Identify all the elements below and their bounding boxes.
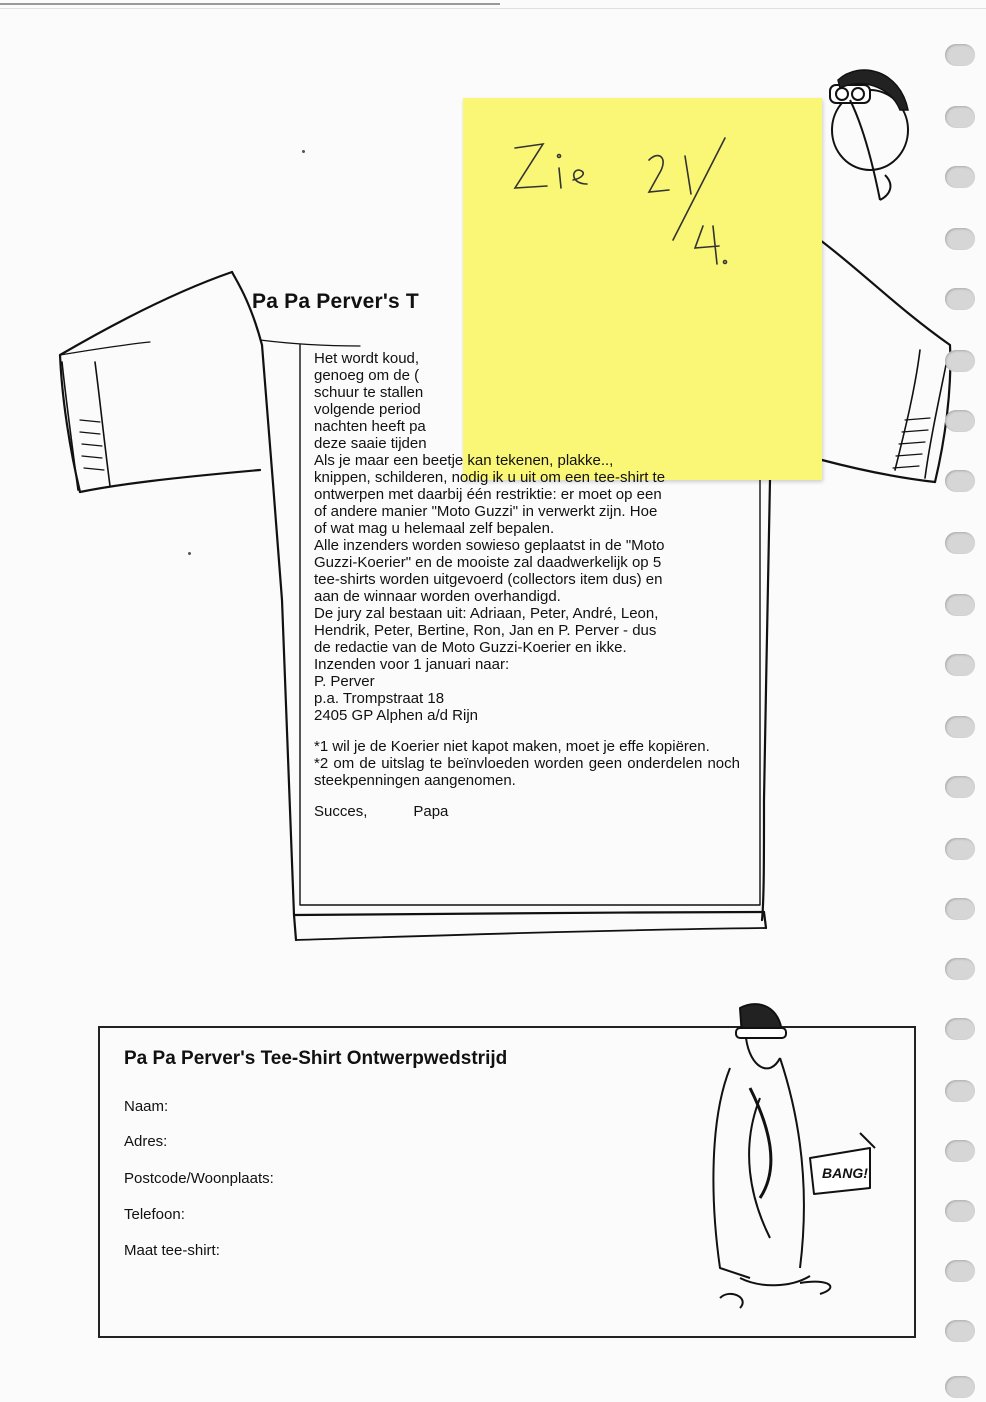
shirt-paragraph: of andere manier "Moto Guzzi" in verwerkt zijn. Hoe	[314, 503, 658, 520]
speck	[188, 552, 191, 555]
binder-hole	[945, 288, 975, 310]
shirt-paragraph: ontwerpen met daarbij één restriktie: er moet op een	[314, 486, 662, 503]
shirt-paragraph: Hendrik, Peter, Bertine, Ron, Jan en P. Perver - dus	[314, 622, 657, 639]
binder-hole	[945, 898, 975, 920]
shirt-paragraph: aan de winnaar worden overhandigd.	[314, 588, 561, 605]
binder-hole	[945, 776, 975, 798]
binder-hole	[945, 532, 975, 554]
shirt-paragraph: Guzzi-Koerier" en de mooiste zal daadwerkelijk op 5	[314, 554, 662, 571]
shirt-paragraph: Als je maar een beetje kan tekenen, plakke..,	[314, 452, 614, 469]
shirt-body-text	[314, 350, 740, 820]
shirt-paragraph: Inzenden voor 1 januari naar:	[314, 656, 510, 673]
shirt-paragraph: Alle inzenders worden sowieso geplaatst in de "Moto	[314, 537, 665, 554]
shirt-paragraph: volgende period	[314, 401, 421, 418]
shirt-paragraph: schuur te stallen	[314, 384, 424, 401]
shirt-paragraph: of wat mag u helemaal zelf bepalen.	[314, 520, 555, 537]
binder-hole	[945, 654, 975, 676]
binder-hole	[945, 1320, 975, 1342]
sign-off: Succes,	[314, 803, 368, 820]
name-field-label: Naam:	[124, 1098, 169, 1115]
binder-hole	[945, 350, 975, 372]
binder-hole	[945, 44, 975, 66]
shirt-paragraph: De jury zal bestaan uit: Adriaan, Peter, André, Leon,	[314, 605, 659, 622]
footnote: *1 wil je de Koerier niet kapot maken, moet je effe kopiëren.	[314, 738, 710, 755]
binder-hole	[945, 1140, 975, 1162]
footnote: *2 om de uitslag te beïnvloeden worden geen onderdelen noch steekpenningen aangenomen.	[314, 755, 740, 789]
binder-hole	[945, 1200, 975, 1222]
shirt-paragraph: deze saaie tijden	[314, 435, 427, 452]
cartoon-figure	[680, 998, 920, 1318]
postcode-field-label: Postcode/Woonplaats:	[124, 1170, 274, 1187]
binder-hole	[945, 228, 975, 250]
shirt-paragraph: Het wordt koud,	[314, 350, 420, 367]
binder-hole	[945, 106, 975, 128]
address-line: 2405 GP Alphen a/d Rijn	[314, 707, 479, 724]
binder-hole	[945, 470, 975, 492]
shirt-size-field-label: Maat tee-shirt:	[124, 1242, 220, 1259]
shirt-paragraph: de redactie van de Moto Guzzi-Koerier en ikke.	[314, 639, 627, 656]
binder-hole	[945, 838, 975, 860]
signature: Papa	[413, 803, 449, 820]
phone-field-label: Telefoon:	[124, 1206, 185, 1223]
binder-hole	[945, 716, 975, 738]
sign-off-row	[314, 803, 740, 820]
address-line: p.a. Trompstraat 18	[314, 690, 445, 707]
binder-hole	[945, 1260, 975, 1282]
binder-hole	[945, 958, 975, 980]
binder-hole	[945, 166, 975, 188]
binder-hole	[945, 1018, 975, 1040]
address-line: P. Perver	[314, 673, 375, 690]
shirt-paragraph: nachten heeft pa	[314, 418, 426, 435]
binder-hole	[945, 1080, 975, 1102]
shirt-paragraph: tee-shirts worden uitgevoerd (collectors item dus) en	[314, 571, 663, 588]
entry-form	[98, 1026, 916, 1338]
shirt-paragraph: genoeg om de (	[314, 367, 420, 384]
speck	[302, 150, 305, 153]
shirt-paragraph: knippen, schilderen, nodig ik u uit om een tee-shirt te	[314, 469, 666, 486]
binder-hole	[945, 594, 975, 616]
bang-sign: BANG!	[822, 1165, 868, 1181]
form-title: Pa Pa Perver's Tee-Shirt Ontwerpwedstrijd	[124, 1048, 508, 1069]
binder-hole	[945, 1376, 975, 1398]
shirt-title: Pa Pa Perver's T	[252, 290, 419, 313]
binder-hole	[945, 410, 975, 432]
address-field-label: Adres:	[124, 1133, 168, 1150]
